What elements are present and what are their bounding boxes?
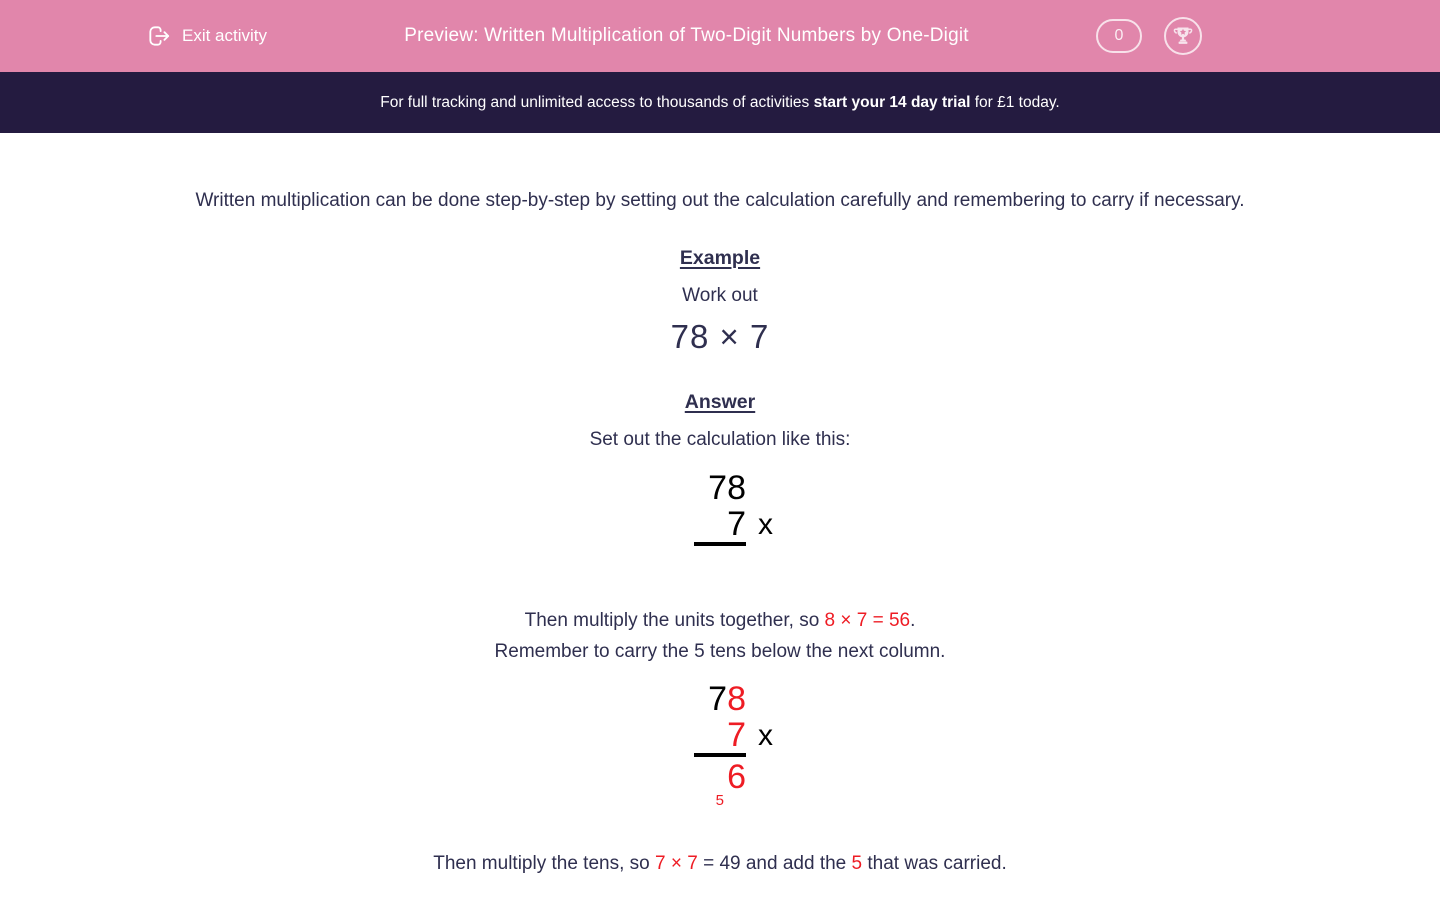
calc1-multiply-sign: x [758, 508, 773, 541]
work-out-label: Work out [682, 285, 758, 306]
trial-banner [0, 72, 1440, 133]
calc2-units-digit-highlight: 8 [727, 680, 746, 718]
trial-banner-text: For full tracking and unlimited access to thousands of activities start your 14 day trial for £1 today. [380, 93, 1060, 111]
calc1-multiplier: 7 [727, 505, 746, 543]
calc2-result-units: 6 [727, 758, 746, 796]
example-heading: Example [679, 247, 761, 269]
carry-instruction-text: Remember to carry the 5 tens below the next column. [494, 641, 946, 662]
answer-heading: Answer [684, 391, 756, 413]
trial-banner-bold: start your 14 day trial [813, 93, 971, 111]
page-title: Preview: Written Multiplication of Two-Digit Numbers by One-Digit [404, 25, 969, 46]
exit-activity-label: Exit activity [182, 26, 268, 45]
calc2-multiplier: 7 [727, 716, 746, 754]
tens-product-highlight: 7 × 7 [655, 853, 698, 874]
column-calculation-working [0, 681, 1440, 809]
header [0, 0, 1440, 72]
calc2-number-column [694, 681, 746, 757]
multiplication-expression: 78 × 7 [670, 318, 770, 355]
column-calculation-initial [0, 470, 1440, 546]
score-value: 0 [1114, 27, 1124, 44]
exit-activity-button[interactable] [146, 23, 267, 49]
calc2-carried-digit: 5 [715, 792, 724, 809]
setout-instruction: Set out the calculation like this: [589, 429, 851, 450]
calc1-top-number: 78 [708, 469, 746, 507]
header-badges [1096, 17, 1202, 55]
exit-icon [146, 23, 172, 49]
calc2-multiply-sign: x [758, 719, 773, 752]
units-product-highlight: 8 × 7 = 56 [824, 610, 911, 631]
tens-carry-highlight: 5 [851, 853, 863, 874]
calc1-number-column [694, 470, 746, 546]
lesson-content [0, 133, 1440, 879]
trophy-badge [1164, 17, 1202, 55]
calc2-top-number: 78 [708, 680, 746, 718]
intro-paragraph: Written multiplication can be done step-by-step by setting out the calculation carefully and remembering to carry if necessary. [195, 190, 1245, 211]
tens-step-text: Then multiply the tens, so 7 × 7 = 49 and add the 5 that was carried. [433, 853, 1007, 874]
trophy-icon [1171, 24, 1195, 48]
units-step-text: Then multiply the units together, so 8 × 7 = 56. [524, 610, 916, 631]
score-badge [1096, 19, 1142, 53]
calc2-below-line [694, 759, 746, 809]
